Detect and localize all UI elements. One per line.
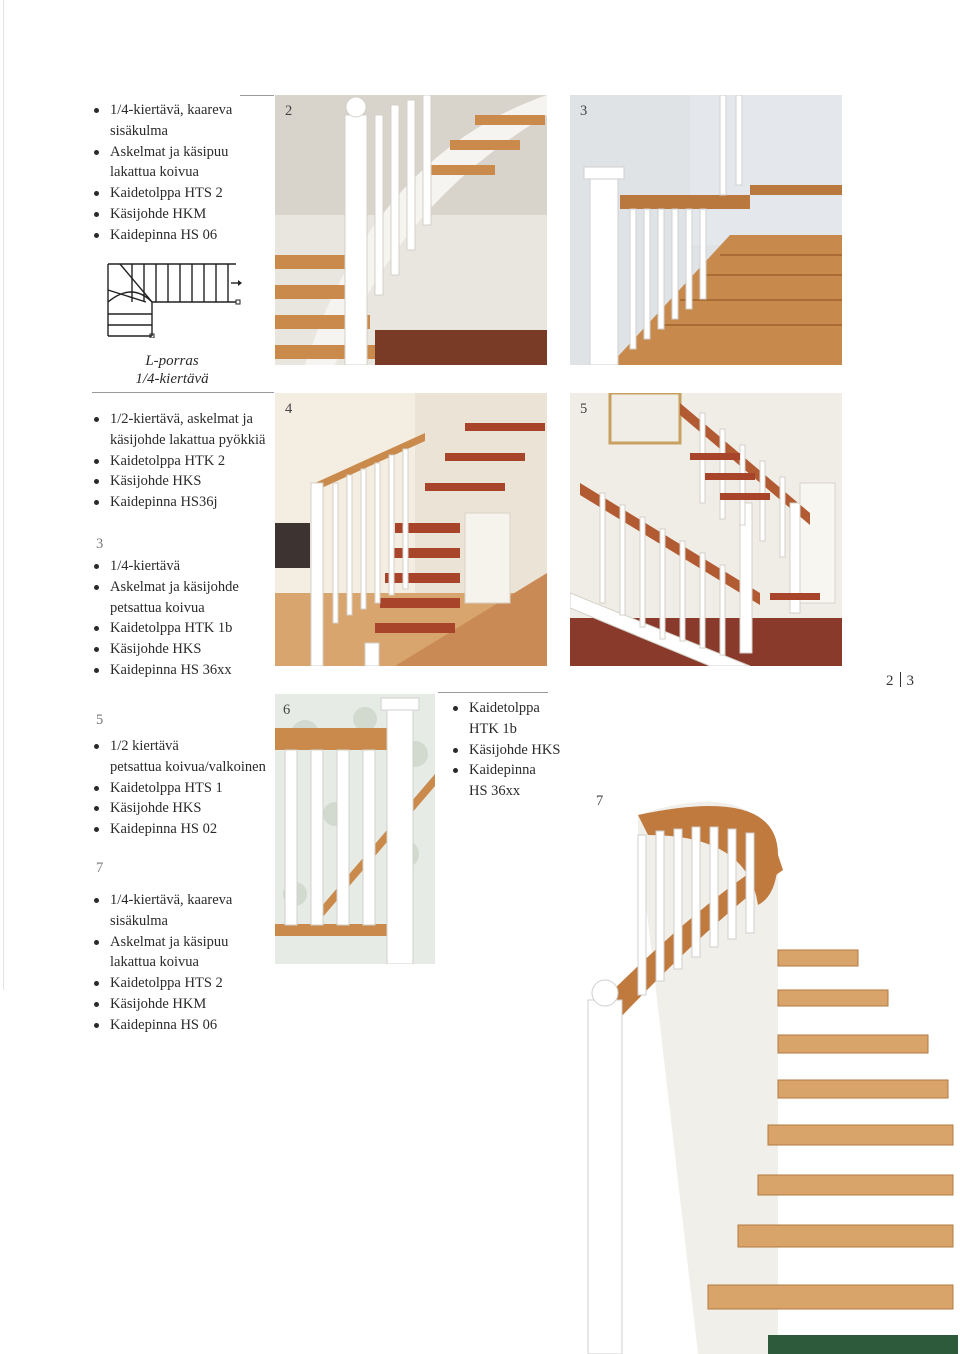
list-item-line: Käsijohde HKM (110, 995, 207, 1012)
photo-5-half-turn-stair (570, 393, 842, 666)
photo-5-number: 5 (580, 401, 588, 417)
list-item-line: Kaidetolppa (469, 700, 540, 716)
list-item-line: Käsijohde HKS (110, 473, 202, 490)
list-item (92, 451, 272, 472)
photo-2-curved-stair (275, 95, 547, 365)
feature-list-3 (92, 556, 272, 681)
list-item (92, 556, 272, 577)
divider-block6 (438, 692, 548, 693)
divider-top (92, 392, 274, 393)
list-item-line: 1/2-kiertävä, askelmat ja (110, 411, 253, 427)
folio-right: 3 (906, 673, 914, 689)
list-item (92, 142, 272, 184)
photo-3-number: 3 (580, 103, 588, 119)
list-item-line: Kaidepinna HS 36xx (110, 661, 232, 678)
list-item-line: sisäkulma (110, 912, 168, 929)
photo-6-number: 6 (283, 702, 291, 718)
list-item-line: Askelmat ja käsipuu (110, 933, 229, 950)
section-number-3: 3 (96, 536, 104, 552)
photo-4-open-stair (275, 393, 547, 666)
list-item (92, 618, 272, 639)
list-item-line: HTK 1b (469, 720, 517, 737)
list-item-line: Kaidetolppa HTS 1 (110, 779, 223, 796)
plan-caption-line1: L-porras (145, 353, 199, 369)
list-item-line: Käsijohde HKS (110, 800, 202, 817)
list-item (92, 932, 272, 974)
feature-list-1 (92, 100, 272, 246)
list-item-line: Kaidepinna HS 06 (110, 1016, 218, 1033)
list-item (92, 100, 272, 142)
list-item (92, 736, 272, 778)
photo-7-number: 7 (596, 793, 604, 809)
list-item (451, 760, 561, 802)
plan-caption (92, 352, 252, 388)
list-item-line: sisäkulma (110, 122, 168, 139)
feature-list-7 (92, 890, 272, 1036)
list-item-line: Kaidetolppa HTS 2 (110, 185, 223, 202)
section-number-7: 7 (96, 860, 104, 876)
list-item-line: Kaidetolppa HTK 2 (110, 452, 226, 469)
feature-list-2 (92, 409, 272, 513)
folio-separator (900, 672, 901, 687)
list-item (92, 639, 272, 660)
list-item-line: käsijohde lakattua pyökkiä (110, 431, 266, 448)
photo-3-landing-stair (570, 95, 842, 365)
page-folio (886, 672, 914, 690)
list-item (92, 204, 272, 225)
list-item (92, 973, 272, 994)
list-item-line: 1/2 kiertävä (110, 738, 179, 754)
list-item (92, 409, 272, 451)
feature-list-6 (451, 698, 561, 802)
list-item (92, 492, 272, 513)
list-item-line: Askelmat ja käsijohde (110, 578, 239, 595)
list-item-line: Käsijohde HKS (110, 641, 202, 658)
floor-plan-diagram (106, 262, 242, 338)
divider-photo2 (240, 95, 274, 96)
list-item-line: Kaidetolppa HTS 2 (110, 975, 223, 992)
photo-7-curved-stair (578, 775, 958, 1354)
list-item-line: Kaidepinna HS 06 (110, 226, 218, 243)
list-item-line: HS 36xx (469, 783, 521, 800)
list-item (92, 577, 272, 619)
folio-left: 2 (886, 673, 894, 689)
list-item (451, 740, 561, 761)
list-item (92, 1015, 272, 1036)
list-item-line: 1/4-kiertävä (110, 558, 181, 574)
section-number-5: 5 (96, 712, 104, 728)
list-item (92, 225, 272, 246)
photo-6-baluster-detail (275, 694, 435, 964)
page-edge-line (3, 0, 4, 990)
photo-2-number: 2 (285, 103, 293, 119)
list-item (92, 183, 272, 204)
list-item-line: lakattua koivua (110, 954, 199, 971)
list-item (92, 660, 272, 681)
feature-list-5 (92, 736, 272, 840)
photo-4-number: 4 (285, 401, 293, 417)
list-item (92, 819, 272, 840)
list-item (92, 798, 272, 819)
list-item-line: lakattua koivua (110, 164, 199, 181)
list-item-line: Kaidepinna HS 02 (110, 821, 218, 838)
list-item (451, 698, 561, 740)
list-item-line: Kaidetolppa HTK 1b (110, 620, 233, 637)
list-item-line: petsattua koivua/valkoinen (110, 758, 266, 775)
list-item-line: 1/4-kiertävä, kaareva (110, 892, 233, 908)
list-item-line: Kaidepinna HS36j (110, 494, 218, 511)
list-item (92, 471, 272, 492)
plan-caption-line2: 1/4-kiertävä (135, 371, 209, 387)
list-item (92, 890, 272, 932)
list-item-line: 1/4-kiertävä, kaareva (110, 102, 233, 118)
list-item-line: Käsijohde HKS (469, 741, 561, 758)
list-item-line: petsattua koivua (110, 599, 205, 616)
list-item (92, 994, 272, 1015)
list-item-line: Kaidepinna (469, 762, 536, 779)
list-item-line: Käsijohde HKM (110, 205, 207, 222)
list-item (92, 778, 272, 799)
list-item-line: Askelmat ja käsipuu (110, 143, 229, 160)
